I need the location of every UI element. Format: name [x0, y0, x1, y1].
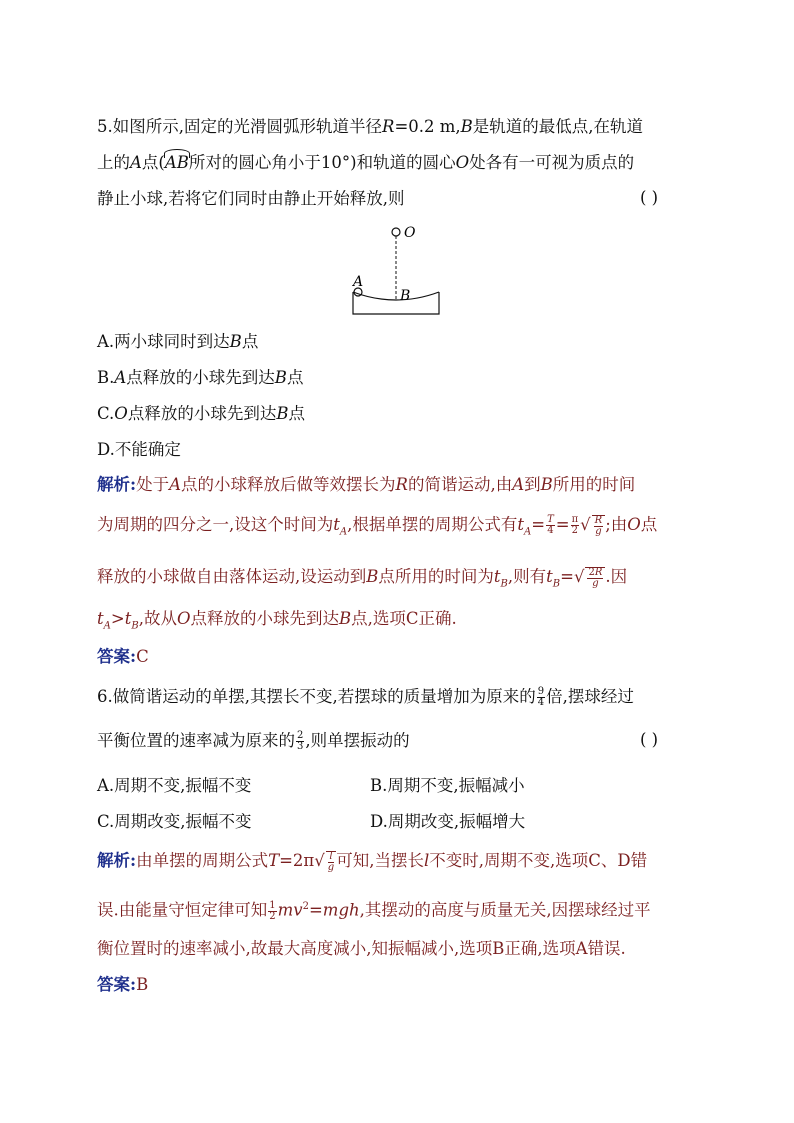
q5-answer-value: C — [136, 647, 149, 666]
q6-answer-value: B — [136, 975, 149, 994]
q5-answer-label: 答案: — [97, 647, 137, 666]
q5-analysis-line-1: 解析:处于A点的小球释放后做等效摆长为R的简谐运动,由A到B所用的时间 — [97, 475, 636, 494]
q6-option-b: B.周期不变,振幅减小 — [370, 776, 525, 795]
q6-answer-label: 答案: — [97, 975, 137, 994]
label-b: B — [400, 288, 411, 304]
q6-analysis-line-3: 衡位置时的速率减小,故最大高度减小,知振幅减小,选项B正确,选项A错误. — [97, 939, 626, 958]
track-base — [353, 292, 439, 314]
q6-analysis-label: 解析: — [97, 851, 137, 870]
q5-analysis-label: 解析: — [97, 475, 137, 494]
q5-analysis-line-3: 释放的小球做自由落体运动,设运动到B点所用的时间为$t_B$,则有$t_B=√$ $\frac{2R}{g}$ .因 — [97, 566, 628, 590]
q6-line-1: 6.做简谐运动的单摆,其摆长不变,若摆球的质量增加为原来的 $\frac{9}{4}$ 倍,摆球经过 — [97, 686, 634, 708]
label-a: A — [353, 274, 364, 290]
q6-option-c: C.周期改变,振幅不变 — [97, 812, 252, 831]
q6-analysis-line-2: 误.由能量守恒定律可知 $\frac{1}{2}$ $mv^2=mgh$,其摆动的高度与质量无关,因摆球经过平 — [97, 899, 651, 922]
q6-option-a: A.周期不变,振幅不变 — [97, 776, 252, 795]
ball-o-icon — [392, 228, 400, 236]
q5-option-b: B.A点释放的小球先到达B点 — [97, 368, 304, 387]
q6-answer-line — [97, 974, 697, 996]
pendulum-track-diagram — [340, 222, 450, 318]
q6-answer-paren: ( ) — [640, 730, 659, 749]
q5-line-3: 静止小球,若将它们同时由静止开始释放,则 — [97, 189, 405, 208]
q5-answer-line — [97, 646, 697, 668]
q5-analysis-line-2: 为周期的四分之一,设这个时间为$t_A$,根据单摆的周期公式有$t_A=$ $\frac{T}{4}$ = $\frac{\pi}{2}$ √ $\frac{R}{g}$ ;由O点 — [97, 514, 658, 538]
q6-analysis-line-1: 解析:由单摆的周期公式T=2π√ $\frac{l}{g}$ 可知,当摆长l不变时,周期不变,选项C、D错 — [97, 850, 648, 873]
q5-option-d: D.不能确定 — [97, 440, 181, 459]
q6-option-d: D.周期改变,振幅增大 — [370, 812, 526, 831]
q5-option-a: A.两小球同时到达B点 — [97, 332, 259, 351]
q5-option-c: C.O点释放的小球先到达B点 — [97, 404, 305, 423]
q5-analysis-line-4: $t_A>t_B$,故从O点释放的小球先到达B点,选项C正确. — [97, 609, 457, 632]
q5-line-1: 5.如图所示,固定的光滑圆弧形轨道半径R=0.2 m,B是轨道的最低点,在轨道 — [97, 117, 644, 136]
label-o: O — [404, 225, 416, 241]
q5-answer-paren: ( ) — [640, 188, 659, 207]
q6-line-2: 平衡位置的速率减为原来的 $\frac{2}{3}$ ,则单摆振动的 — [97, 730, 410, 752]
q5-line-2: 上的A点(AB所对的圆心角小于10°)和轨道的圆心O处各有一可视为质点的 — [97, 153, 635, 172]
